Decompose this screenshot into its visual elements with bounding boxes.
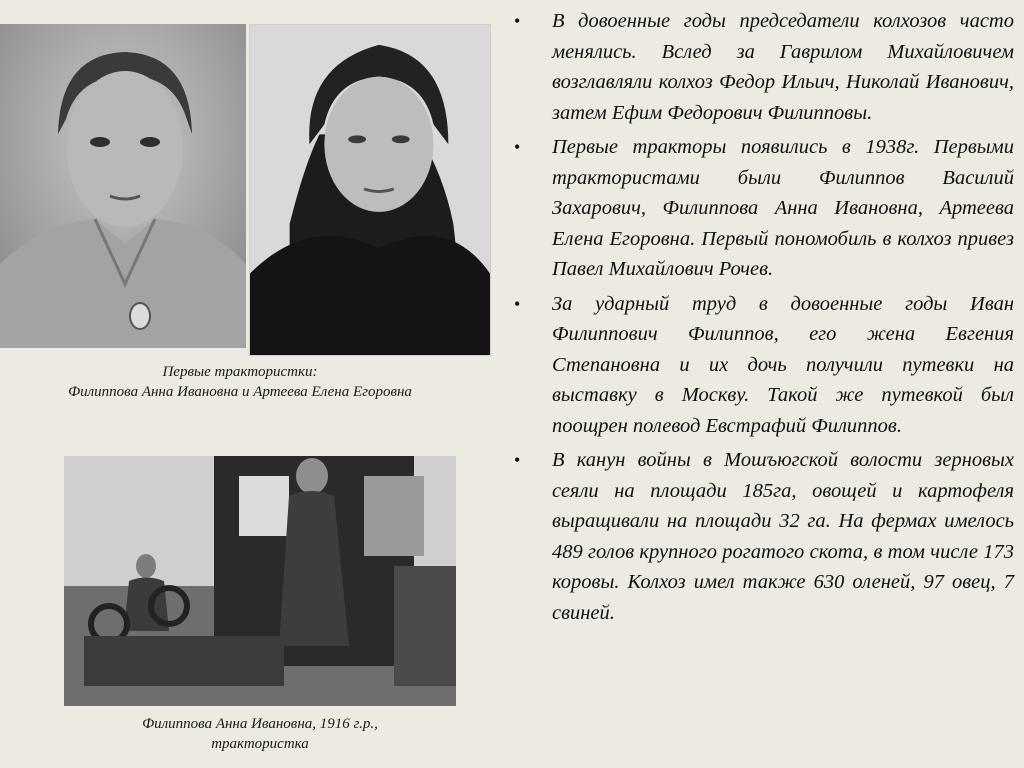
- photo-tractor: [64, 456, 456, 706]
- bullet-marker: •: [514, 450, 521, 470]
- caption-top-line2: Филиппова Анна Ивановна и Артеева Елена Егоровна: [68, 384, 412, 400]
- bullet-item: [512, 445, 1014, 628]
- caption-bottom: [40, 714, 480, 754]
- photo-older-woman: [249, 24, 491, 356]
- caption-bottom-line2: трактористка: [211, 736, 309, 752]
- bullet-marker: •: [514, 293, 521, 314]
- bullet-item: [512, 289, 1014, 442]
- photo-young-woman-image: [0, 24, 246, 348]
- bullet-text: В довоенные годы председатели колхозов часто менялись. Вслед за Гаврилом Михайловичем возглавляли колхоз Федор Ильич, Николай Иванович, затем Ефим Федорович Филипповы.: [552, 10, 1014, 124]
- photo-tractor-image: [64, 456, 456, 706]
- bullet-item: [512, 132, 1014, 285]
- bullet-text: В канун войны в Мошъюгской волости зерновых сеяли на площади 185га, овощей и картофеля выращивали на площади 32 га. На фермах имелось 489 голов крупного рогатого скота, в том числе 173 коровы. Колхоз имел также 630 оленей, 97 овец, 7 свиней.: [552, 449, 1014, 624]
- bullet-text: За ударный труд в довоенные годы Иван Филиппович Филиппов, его жена Евгения Степановна и их дочь получили путевки на выставку в Москву. Такой же путевкой был поощрен полевод Евстрафий Филиппов.: [552, 292, 1014, 437]
- caption-bottom-line1: Филиппова Анна Ивановна, 1916 г.р.,: [142, 716, 378, 732]
- bullet-item: [512, 6, 1014, 128]
- bullet-marker: •: [514, 137, 521, 157]
- photo-older-woman-image: [250, 25, 490, 355]
- bullet-marker: •: [514, 11, 521, 31]
- caption-top: [0, 362, 480, 402]
- bullet-text: Первые тракторы появились в 1938г. Первыми трактористами были Филиппов Василий Захарович, Филиппова Анна Ивановна, Артеева Елена Егоровна. Первый пономобиль в колхоз привез Павел Михайлович Рочев.: [552, 136, 1014, 280]
- photo-young-woman: [0, 24, 246, 348]
- caption-top-line1: Первые трактористки:: [162, 364, 318, 380]
- bullet-list: [512, 6, 1014, 632]
